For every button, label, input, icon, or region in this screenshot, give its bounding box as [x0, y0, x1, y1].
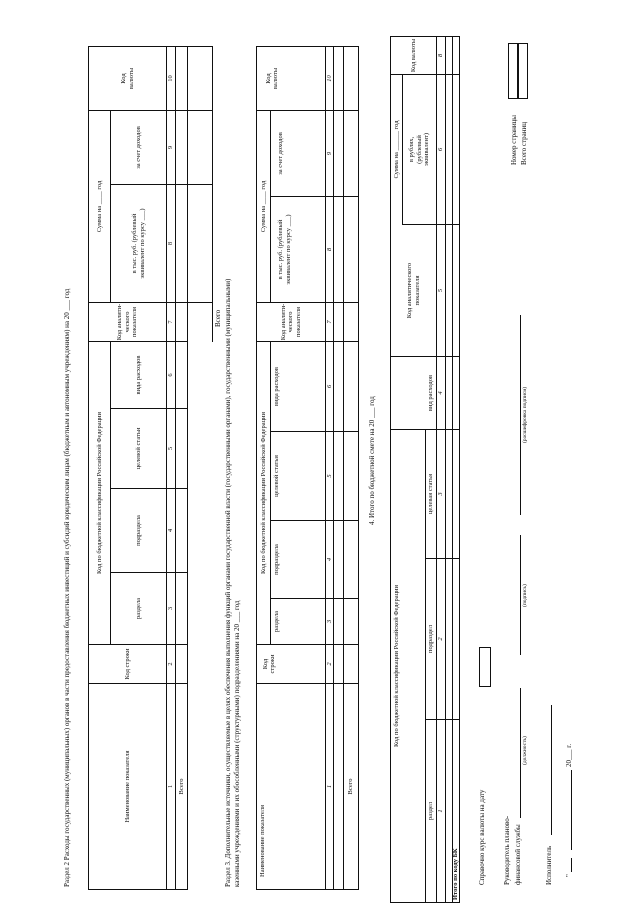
date-day-line	[571, 858, 572, 872]
total-pages-box[interactable]	[518, 43, 528, 99]
head-label-1: Руководитель планово-	[503, 815, 511, 885]
s4-num-3: 3	[437, 492, 445, 496]
date-quote: "	[565, 874, 573, 877]
s2-hdr-analytic: Код аналити-ческого показателя	[116, 303, 139, 341]
s2-num-4: 4	[167, 528, 175, 533]
s4-hdr-bk: Код по бюджетной классификации Российской Федерации	[393, 584, 401, 748]
section3-title-line1: Раздел 3. Дополнительные источники, осуществляемые в целях обеспечения выполнения функций органами государственной власти (государственными органами), государственными (муниципальными)	[224, 278, 232, 887]
s2-num-2: 2	[167, 662, 175, 666]
decoding-line	[520, 315, 521, 515]
s2-hdr-target: целевой статьи	[134, 427, 142, 470]
total-pages-label: Всего страниц	[520, 121, 528, 165]
s2-hdr-subsection: подраздела	[134, 515, 142, 546]
s2-total-right-label: Всего	[214, 309, 222, 327]
s3-col	[270, 431, 359, 432]
s2-right-total-border	[187, 110, 213, 111]
signature-line	[520, 535, 521, 655]
s2-num-5: 5	[167, 446, 175, 451]
s3-num-2: 2	[325, 662, 333, 666]
s3-num-8: 8	[325, 247, 333, 252]
decoding-caption: (расшифровка подписи)	[522, 386, 528, 443]
s3-col	[270, 598, 359, 599]
s3-hdr-name: Наименование показателя	[259, 804, 267, 877]
s4-num-5: 5	[437, 288, 445, 293]
s4-num-2: 2	[437, 637, 445, 641]
s4-border-row	[452, 36, 453, 903]
s2-right-total-border	[187, 46, 213, 47]
s2-num-7: 7	[167, 320, 175, 324]
s3-hdr-bk: Код по бюджетной классификации Российской Федерации	[259, 411, 267, 575]
s2-num-9: 9	[167, 145, 175, 150]
date-month-line	[571, 770, 572, 850]
s3-hdr-subsection: подраздела	[273, 544, 281, 575]
s2-hdr-line-code: Код строки	[123, 648, 131, 680]
s2-num-3: 3	[167, 606, 175, 611]
executor-line	[551, 705, 552, 835]
position-caption: (должность)	[522, 736, 528, 765]
reference-rate-box[interactable]	[479, 647, 491, 687]
s3-border-left	[256, 889, 359, 890]
executor-label: Исполнитель	[545, 845, 553, 885]
s4-hdr-section: раздел	[427, 801, 435, 821]
s4-border-bottom	[459, 36, 460, 903]
section3-title-line2: казенными учреждениями и их обособленными (структурными) подразделениями на 20 ___ год	[233, 600, 241, 887]
s4-border-num	[445, 36, 446, 903]
s3-num-7: 7	[325, 320, 333, 324]
s2-border-bottom	[187, 46, 188, 890]
s2-num-6: 6	[167, 373, 175, 377]
s3-num-6: 6	[325, 384, 333, 389]
s4-total-bk-label: Итого по коду БК	[452, 848, 460, 900]
s3-hdr-own-income: за счет доходов	[277, 132, 285, 175]
s3-hdr-analytic: Код аналити-ческого показателя	[279, 303, 302, 341]
s4-num-8: 8	[437, 53, 445, 58]
position-line	[520, 688, 521, 818]
s4-hdr-expense: вид расходов	[427, 374, 435, 412]
s3-col	[270, 520, 359, 521]
page-number-label: Номер страницы	[510, 114, 518, 165]
s4-hdr-analytic: Код аналитического показателя	[406, 262, 421, 319]
s2-right-total-border	[187, 302, 213, 303]
head-label-2: финансовой службы	[514, 824, 522, 885]
s4-hdr-subsection: подраздел	[427, 625, 435, 653]
s2-hdr-own-income: за счет доходов	[134, 126, 142, 169]
s4-hdr-rub: в рублях, (рублевый эквивалент)	[408, 132, 431, 167]
s3-num-10: 10	[325, 75, 333, 82]
s2-right-total-border	[212, 46, 213, 342]
s3-hdr-currency: Код валюты	[264, 67, 279, 90]
s3-total-label: Всего	[347, 778, 355, 795]
s3-border-bottom	[358, 46, 359, 890]
s2-hdr-bk: Код по бюджетной классификации Российской Федерации	[95, 411, 103, 575]
s4-hdr-sum: Сумма на ______ год	[392, 120, 400, 179]
s3-num-5: 5	[325, 474, 333, 478]
date-year: 20___ г.	[565, 743, 573, 767]
s2-hdr-currency: Код валюты	[120, 67, 135, 90]
s2-hdr-rub: в тыс. руб. (рублевый эквивалент по курсу ___)	[131, 208, 146, 279]
s2-num-8: 8	[167, 241, 175, 246]
s2-num-10: 10	[167, 75, 175, 82]
s3-num-1: 1	[325, 784, 333, 789]
s4-col	[390, 356, 460, 357]
s3-hdr-target: целевой статьи	[273, 455, 281, 497]
s4-num-4: 4	[437, 391, 445, 395]
s4-num-1: 1	[437, 809, 445, 813]
s3-border-num	[333, 46, 334, 890]
s3-hdr-expense: вида расходов	[273, 367, 281, 406]
s3-hdr-sum: Сумма на ____ год	[259, 180, 267, 233]
s2-hdr-sum: Сумма на ____ год	[95, 180, 103, 233]
s4-hdr-currency: Код валюты	[409, 38, 417, 73]
section2-title: Раздел 2 Расходы государственных (муниципальных) органов в части предоставления бюджетных инвестиций и субсидий юридическим лицам (бюджетным и автономным учреждениям) на 20 ___ год	[63, 288, 71, 887]
s4-hdr-target: целевая статья	[427, 473, 435, 515]
s2-hdr-section: раздела	[134, 598, 142, 619]
s3-hdr-section: раздела	[273, 611, 281, 632]
reference-rate-label: Справочно курс валюты на дату	[478, 789, 486, 885]
s2-hdr-name: Наименование показателя	[123, 750, 131, 823]
s2-num-1: 1	[167, 784, 175, 789]
signature-caption: (подпись)	[522, 584, 528, 607]
s3-hdr-rub: в тыс. руб. (рублевый эквивалент по курсу ___)	[277, 214, 292, 285]
s2-hdr-expense: вида расходов	[134, 355, 142, 395]
s2-border-left	[88, 889, 188, 890]
section4-title: 4. Итого по бюджетной смете на 20 ___ год	[368, 396, 376, 525]
page-number-box[interactable]	[508, 43, 518, 99]
s3-hdr-line-code: Код строки	[261, 654, 276, 674]
s3-num-3: 3	[325, 619, 333, 624]
s3-num-9: 9	[325, 151, 333, 156]
s2-total-label: Всего	[177, 778, 185, 795]
s3-num-4: 4	[325, 557, 333, 562]
s4-num-6: 6	[437, 147, 445, 152]
s2-right-total-border	[187, 184, 213, 185]
